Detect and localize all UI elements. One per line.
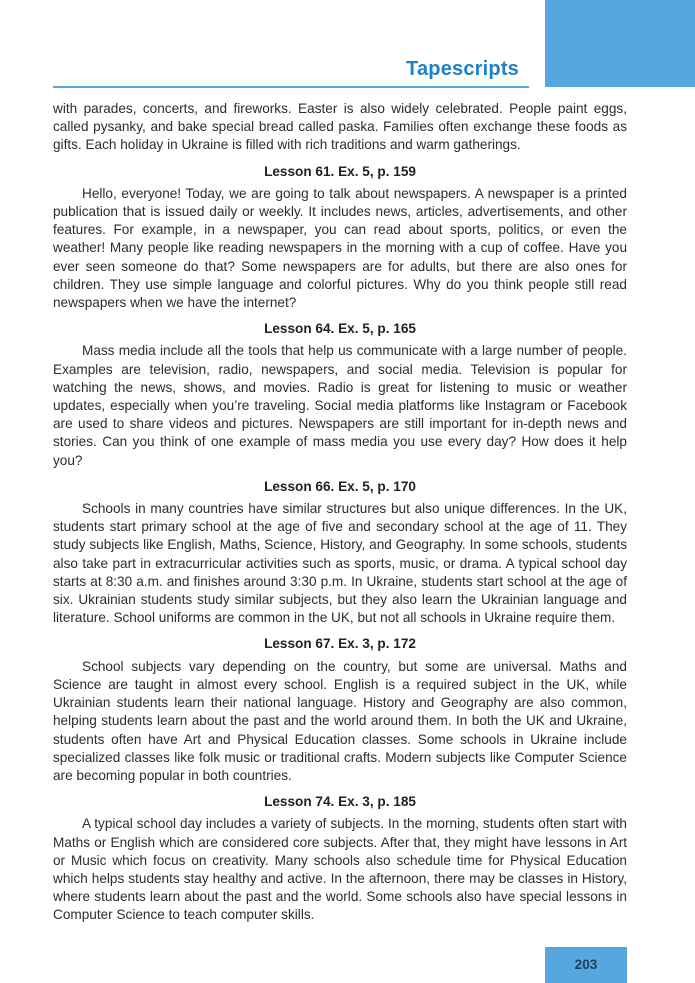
lesson-paragraph: Schools in many countries have similar structures but also unique differences. In the UK, students start primary school at the age of five and secondary school at the age of 11. They study subjects like English, Maths, Science, History, and Geography. In some schools, students also take part in extracurricular activities such as sports, music, or drama. A typical school day starts at 8:30 a.m. and finishes around 3:30 p.m. In Ukraine, students start school at the age of six. Ukrainian students study similar subjects, but they also learn the Ukrainian language and literature. School uniforms are common in the UK, but not all schools in Ukraine require them. (53, 501, 627, 626)
header-divider (53, 86, 529, 88)
lesson-heading: Lesson 74. Ex. 3, p. 185 (264, 794, 416, 810)
lesson-paragraph: Mass media include all the tools that help us communicate with a large number of people. Examples are television, radio, newspapers, and social media. Television is popular for watching the news, shows, and movies. Radio is great for listening to music or weather updates, especially when you’re traveling. Social media platforms like Instagram or Facebook are used to share videos and pictures. Newspapers are still important for in-depth news and stories. Can you think of one example of mass media you use every day? How does it help you? (53, 343, 627, 468)
corner-decoration (545, 0, 695, 87)
lesson-heading: Lesson 67. Ex. 3, p. 172 (264, 636, 416, 652)
lesson-paragraph: Hello, everyone! Today, we are going to talk about newspapers. A newspaper is a printed publication that is issued daily or weekly. It includes news, articles, advertisements, and other features. For example, in a newspaper, you can read about sports, politics, or even the weather! Many people like reading newspapers in the morning with a cup of coffee. Have you ever seen someone do that? Some newspapers are for adults, but there are also ones for children. They use simple language and colorful pictures. Why do you think people still read newspapers when we have the internet? (53, 185, 627, 311)
main-content (53, 100, 627, 925)
page-number-badge (545, 947, 627, 983)
lesson-heading: Lesson 64. Ex. 5, p. 165 (264, 321, 416, 337)
page-number: 203 (574, 957, 598, 972)
lesson-heading: Lesson 61. Ex. 5, p. 159 (264, 163, 416, 179)
page-title: Tapescripts (406, 58, 519, 80)
lesson-paragraph: School subjects vary depending on the country, but some are universal. Maths and Science are taught in almost every school. English is a required subject in the UK, while Ukrainian students learn their national language. History and Geography are also common, helping students learn about the past and the world around them. In both the UK and Ukraine, students often have Art and Physical Education classes. Some schools in Ukraine include specialized classes like folk music or traditional crafts. Modern subjects like Computer Science are becoming popular in both countries. (53, 658, 627, 783)
lesson-paragraph: A typical school day includes a variety of subjects. In the morning, students often start with Maths or English which are considered core subjects. After that, they might have lessons in Art or Music which focus on creativity. Many schools also schedule time for Physical Education which helps students stay healthy and active. In the afternoon, there may be classes in History, where students learn about the past and the world. Some schools also have special lessons in Computer Science to teach computer skills. (53, 816, 627, 923)
lesson-heading: Lesson 66. Ex. 5, p. 170 (264, 478, 416, 494)
intro-paragraph: with parades, concerts, and fireworks. Easter is also widely celebrated. People paint eggs, called pysanky, and bake special bread called paska. Families often exchange these foods as gifts. Each holiday in Ukraine is filled with rich traditions and warm gatherings. (53, 101, 627, 153)
